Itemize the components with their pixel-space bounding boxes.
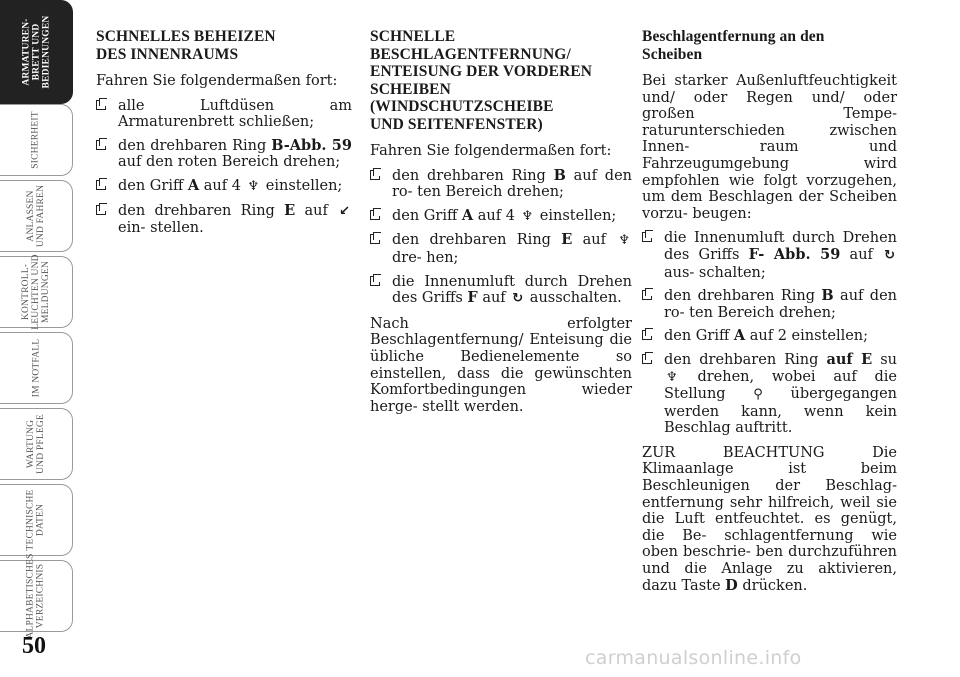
intro-text: Fahren Sie folgendermaßen fort: [370,143,612,159]
checkbox-bullet-icon [370,276,380,286]
defrost-icon: ♆ [247,178,260,194]
column-schnelles-beheizen [96,28,352,245]
tab-wartung[interactable]: WARTUNG UND PFLEGE [0,408,73,480]
list-item: den Griff A auf 2 einstellen; [642,328,897,345]
section-title: SCHNELLES BEHEIZEN DES INNENRAUMS [96,28,276,63]
intro-text: Bei starker Außenluftfeuchtigkeit und/ oder Regen und/ oder großen Tempe- raturunterschieden zwischen Innen- raum und Fahrzeugumgebung wird empfohlen wie folgt vorzugehen, um dem Beschlagen der Scheiben vorzu- beugen: [642,73,897,222]
tab-kontrollleuchten[interactable]: KONTROLL- LEUCHTEN UND MELDUNGEN [0,256,73,328]
note-text: ZUR BEACHTUNG Die Klimaanlage ist beim Beschleunigen der Beschlag- entfernung sehr hilfreich, weil sie die Luft entfeuchtet. es genügt, die Be- schlagentfernung wie oben beschrie- ben durchzuführen und die Anlage zu aktivieren, dazu Taste D drücken. [642,444,897,594]
section-title: SCHNELLE BESCHLAGENTFERNUNG/ ENTEISUNG DER VORDEREN SCHEIBEN (WINDSCHUTZSCHEIBE UND SEITENFENSTER) [370,28,593,133]
column-schnelle-beschlagentfernung [370,28,632,423]
list-item: alle Luftdüsen am Armaturenbrett schließen; [96,98,352,131]
recirculation-icon: ↻ [884,247,896,263]
checkbox-bullet-icon [96,100,106,110]
page-number: 50 [22,633,46,659]
list-item: den drehbaren Ring E auf ↙ein- stellen. [96,203,352,237]
checkbox-bullet-icon [642,290,652,300]
section-title: Beschlagentfernung an den Scheiben [642,28,825,63]
tab-im-notfall[interactable]: IM NOTFALL [0,332,73,404]
tab-sicherheit[interactable]: SICHERHEIT [0,104,73,176]
chapter-sidebar [0,0,73,640]
tab-technische-daten[interactable]: TECHNISCHE DATEN [0,484,73,556]
checkbox-bullet-icon [370,210,380,220]
list-item: den drehbaren Ring B auf den ro- ten Bereich drehen; [642,288,897,321]
list-item: den Griff A auf 4 ♆ einstellen; [370,208,632,226]
list-item: die Innenumluft durch Drehen des Griffs F auf ↻ ausschalten. [370,274,632,308]
windscreen-defrost-icon: ♆ [618,233,630,249]
checkbox-bullet-icon [642,354,652,364]
checkbox-bullet-icon [642,232,652,242]
checkbox-bullet-icon [96,140,106,150]
footwell-air-icon: ↙ [339,203,350,219]
recirculation-icon: ↻ [512,291,524,307]
checkbox-bullet-icon [96,180,106,190]
checkbox-bullet-icon [642,330,652,340]
column-beschlagentfernung [642,28,897,602]
list-item: den drehbaren Ring B-Abb. 59 auf den roten Bereich drehen; [96,138,352,171]
list-item: den Griff A auf 4 ♆ einstellen; [96,178,352,196]
windscreen-foot-icon: ⚲ [753,387,763,403]
outro-text: Nach erfolgter Beschlagentfernung/ Enteisung die übliche Bedienelemente so einstellen, dass die gewünschten Komfortbedingungen wieder herge- stellt werden. [370,315,632,415]
list-item: den drehbaren Ring auf E su ♆ drehen, wobei auf die Stellung ⚲ übergegangen werden kann, wenn kein Beschlag auftritt. [642,352,897,437]
list-item: den drehbaren Ring B auf den ro- ten Bereich drehen; [370,168,632,201]
list-item: die Innenumluft durch Drehen des Griffs F- Abb. 59 auf ↻ aus- schalten; [642,230,897,281]
tab-armaturenbrett[interactable]: ARMATUREN- BRETT UND BEDIENUNGEN [0,0,73,104]
step-list [96,98,352,237]
defrost-icon: ♆ [521,208,534,224]
tab-verzeichnis[interactable]: ALPHABETISCHES VERZEICHNIS [0,560,73,632]
windscreen-defrost-icon: ♆ [666,369,678,385]
checkbox-bullet-icon [370,170,380,180]
checkbox-bullet-icon [96,205,106,215]
tab-anlassen[interactable]: ANLASSEN UND FAHREN [0,180,73,252]
intro-text: Fahren Sie folgendermaßen fort: [96,73,338,89]
step-list [642,230,897,437]
step-list [370,168,632,308]
list-item: den drehbaren Ring E auf ♆ dre- hen; [370,232,632,266]
watermark: carmanualsonline.info [585,647,802,669]
checkbox-bullet-icon [370,234,380,244]
